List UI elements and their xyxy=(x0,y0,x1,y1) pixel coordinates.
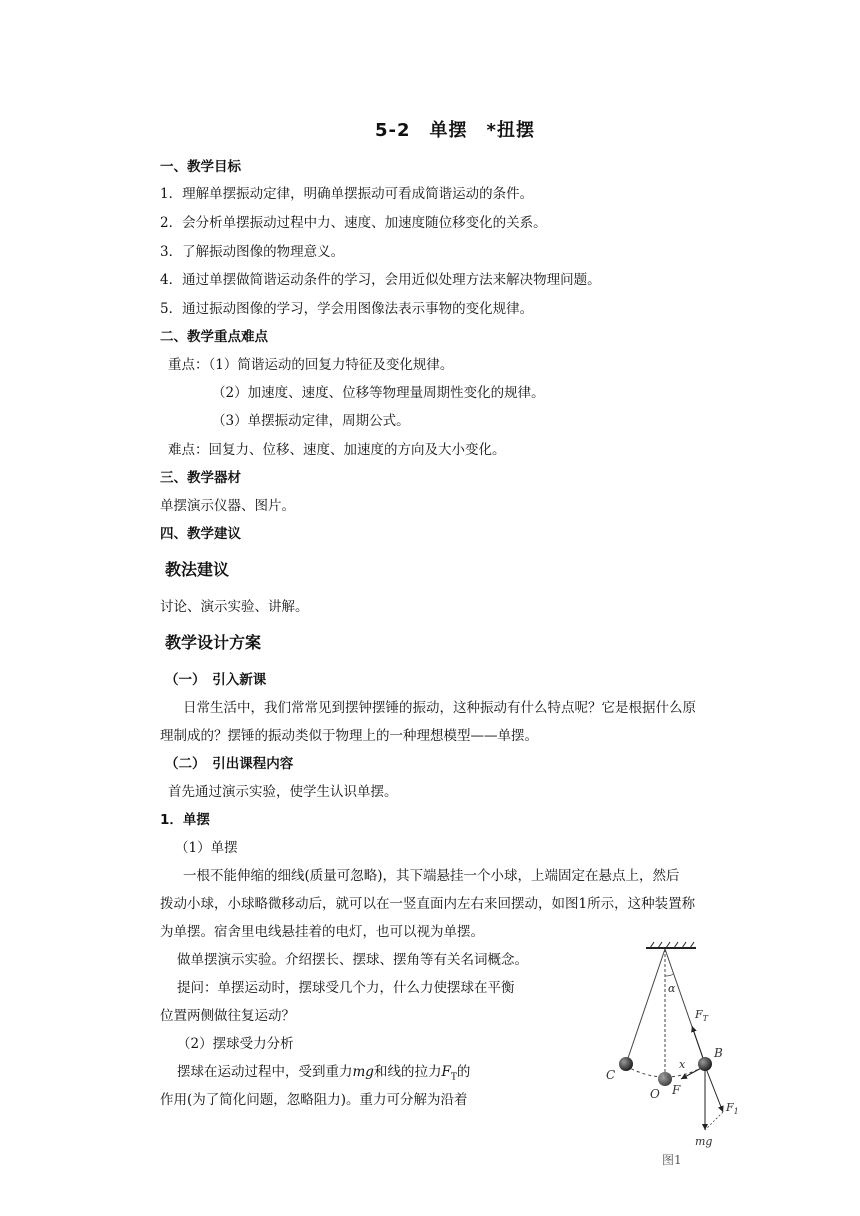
question-line-2: 位置两侧做往复运动？ xyxy=(160,1008,295,1024)
force-text-b: 和线的拉力 xyxy=(373,1064,442,1080)
tension-subscript: T xyxy=(450,1072,457,1083)
label-x: x xyxy=(679,1058,686,1071)
objective-3: 3．了解振动图像的物理意义。 xyxy=(160,244,345,260)
part-1-line-1: 日常生活中，我们常常见到摆钟摆锤的振动，这种振动有什么特点呢？它是根据什么原 xyxy=(183,700,696,716)
objective-4: 4．通过单摆做简谐运动条件的学习，会用近似处理方法来解决物理问题。 xyxy=(160,272,601,288)
sub-1-line-3: 为单摆。宿舍里电线悬挂着的电灯，也可以视为单摆。 xyxy=(160,924,484,940)
section-equipment-heading: 三、教学器材 xyxy=(160,470,241,486)
item-1-heading: 1．单摆 xyxy=(160,812,210,828)
question-line-1: 提问：单摆运动时，摆球受几个力，什么力使摆球在平衡 xyxy=(177,980,515,996)
ball-left-c xyxy=(619,1057,633,1071)
method-text: 讨论、演示实验、讲解。 xyxy=(160,599,309,615)
page-title: 5-2 单摆 *扭摆 xyxy=(375,120,535,141)
ball-right-b xyxy=(698,1057,712,1071)
section-key-points-heading: 二、教学重点难点 xyxy=(160,329,268,345)
force-line-1 xyxy=(177,1060,470,1083)
key-point-2: （2）加速度、速度、位移等物理量周期性变化的规律。 xyxy=(212,385,545,401)
decomposition-line xyxy=(705,1112,723,1130)
label-f: F xyxy=(672,1083,681,1097)
figure-caption: 图1 xyxy=(662,1153,682,1167)
demo-text: 做单摆演示实验。介绍摆长、摆球、摆角等有关名词概念。 xyxy=(177,952,528,968)
sub-1-line-2: 拨动小球，小球略微移动后，就可以在一竖直面内左右来回摆动，如图1所示，这种装置称 xyxy=(160,896,696,912)
ball-equilibrium-o xyxy=(658,1072,672,1086)
label-ft: $F_T$ xyxy=(695,1008,708,1023)
objective-1: 1．理解单摆振动定律，明确单摆振动可看成简谐运动的条件。 xyxy=(160,186,534,202)
mg-symbol: mg xyxy=(352,1064,374,1080)
pendulum-figure xyxy=(596,940,756,1170)
difficulty: 难点：回复力、位移、速度、加速度的方向及大小变化。 xyxy=(168,442,506,458)
string-left xyxy=(626,949,665,1064)
label-mg: mg xyxy=(695,1135,713,1148)
label-b: B xyxy=(714,1046,723,1060)
label-o: O xyxy=(650,1087,660,1101)
part-1-line-2: 理制成的？摆锤的振动类似于物理上的一种理想模型——单摆。 xyxy=(160,728,538,744)
force-line-2: 作用(为了简化问题，忽略阻力)。重力可分解为沿着 xyxy=(160,1092,468,1108)
key-point-1: 重点：（1）简谐运动的回复力特征及变化规律。 xyxy=(168,357,454,373)
sub-1-line-1: 一根不能伸缩的细线(质量可忽略)，其下端悬挂一个小球，上端固定在悬点上，然后 xyxy=(183,868,680,884)
method-heading: 教法建议 xyxy=(165,560,230,579)
label-f1: $F_1$ xyxy=(726,1101,739,1116)
force-text-a: 摆球在运动过程中，受到重力 xyxy=(177,1064,353,1080)
label-alpha: α xyxy=(668,982,676,995)
pendulum-diagram xyxy=(596,940,756,1170)
objective-2: 2．会分析单摆振动过程中力、速度、加速度随位移变化的关系。 xyxy=(160,215,547,231)
part-1-heading: （一） 引入新课 xyxy=(165,672,267,688)
angle-arc xyxy=(665,974,673,976)
ceiling-support xyxy=(646,942,696,948)
force-text-c: 的 xyxy=(456,1064,471,1080)
key-point-3: （3）单摆振动定律，周期公式。 xyxy=(212,413,410,429)
label-c: C xyxy=(606,1068,616,1082)
section-objectives-heading: 一、教学目标 xyxy=(160,159,241,175)
section-suggestions-heading: 四、教学建议 xyxy=(160,526,241,542)
tension-symbol: F xyxy=(441,1064,451,1080)
part-2-heading: （二） 引出课程内容 xyxy=(165,756,294,772)
design-heading: 教学设计方案 xyxy=(165,633,262,652)
part-2-intro: 首先通过演示实验，使学生认识单摆。 xyxy=(168,784,398,800)
equipment-text: 单摆演示仪器、图片。 xyxy=(160,498,295,514)
component-arrow xyxy=(705,1066,723,1112)
objective-5: 5．通过振动图像的学习，学会用图像法表示事物的变化规律。 xyxy=(160,301,534,317)
sub-1-heading: （1）单摆 xyxy=(175,840,238,856)
sub-2-heading: （2）摆球受力分析 xyxy=(177,1036,294,1052)
